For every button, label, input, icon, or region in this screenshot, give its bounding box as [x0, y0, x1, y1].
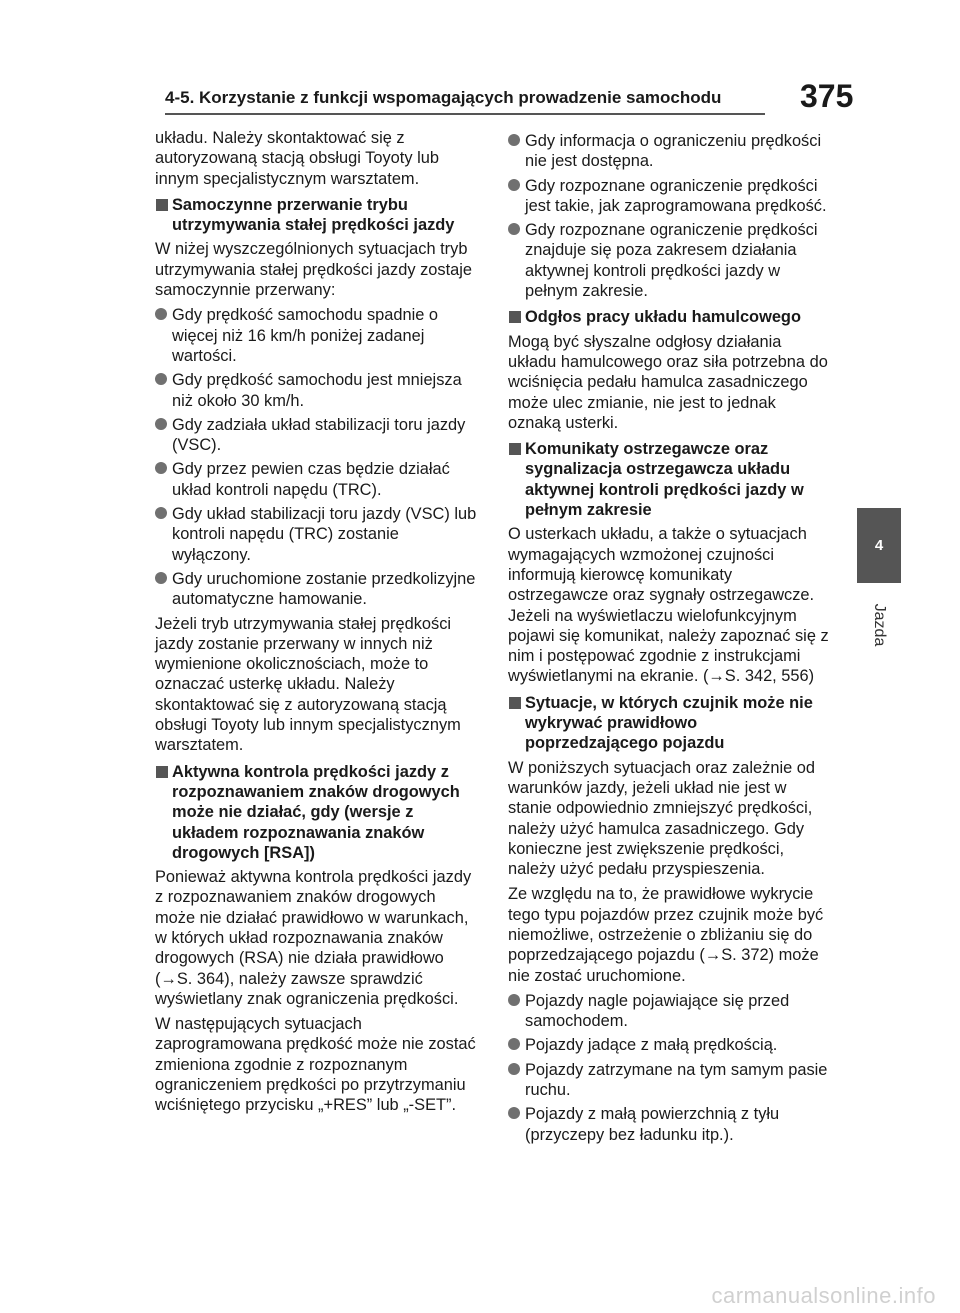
bullet-item [508, 1060, 833, 1101]
chapter-tab[interactable]: 4 [857, 508, 901, 583]
bullet-dot-icon [155, 462, 167, 474]
paragraph: O usterkach układu, a także o sytuacjach wymagających wzmożonej czujności informują kierowcę komunikaty ostrzegawcze oraz sygnały ostrzegawcze. Jeżeli na wyświetlaczu wielofunkcyjnym pojawi się komunikat, należy zapoznać się z nim i postępować zgodnie z instrukcjami wyświetlanymi na ekranie. (→S. 342, 556) [508, 525, 829, 686]
bullet-dot-icon [155, 373, 167, 385]
bullet-text: Pojazdy zatrzymane na tym samym pasie ruchu. [525, 1060, 828, 1100]
header-rule [165, 113, 765, 115]
bullet-dot-icon [508, 134, 520, 146]
section-heading-text: Samoczynne przerwanie trybu utrzymywania stałej prędkości jazdy [172, 195, 455, 235]
bullet-dot-icon [508, 179, 520, 191]
right-column [508, 128, 833, 1149]
left-column [155, 128, 480, 1121]
bullet-dot-icon [155, 308, 167, 320]
chapter-label: Jazda [871, 603, 888, 647]
footer-watermark: carmanualsonline.info [711, 1283, 936, 1308]
bullet-text: Gdy uruchomione zostanie przedkolizyjne automatyczne hamowanie. [172, 569, 476, 609]
bullet-item [508, 131, 833, 172]
bullet-dot-icon [508, 223, 520, 235]
page-header [0, 78, 960, 118]
bullet-item [155, 459, 480, 500]
paragraph: W niżej wyszczególnionych sytuacjach tryb utrzymywania stałej prędkości jazdy zostaje samoczynnie przerwany: [155, 240, 473, 300]
bullet-text: Gdy rozpoznane ograniczenie prędkości jest takie, jak zaprogramowana prędkość. [525, 176, 827, 215]
section-square-icon [156, 199, 168, 211]
bullet-item [508, 1035, 833, 1055]
bullet-dot-icon [155, 507, 167, 519]
section-heading-text: Odgłos pracy układu hamulcowego [525, 308, 801, 327]
bullet-text: Gdy zadziała układ stabilizacji toru jazdy (VSC). [172, 415, 466, 455]
bullet-text: Gdy informacja o ograniczeniu prędkości nie jest dostępna. [525, 132, 822, 171]
bullet-dot-icon [508, 994, 520, 1006]
bullet-text: Pojazdy nagle pojawiające się przed samochodem. [525, 991, 790, 1031]
bullet-item [508, 220, 833, 301]
section-heading-text: Sytuacje, w których czujnik może nie wykrywać prawidłowo poprzedzającego pojazdu [525, 693, 813, 753]
page-number: 375 [800, 78, 854, 114]
paragraph: Mogą być słyszalne odgłosy działania układu hamulcowego oraz siła potrzebna do wciśnięcia pedału hamulca zasadniczego może ulec zmianie, nie jest to jednak oznaką usterki. [508, 332, 828, 432]
section-square-icon [509, 311, 521, 323]
section-heading-text: Komunikaty ostrzegawcze oraz sygnalizacja ostrzegawcza układu aktywnej kontroli prędkości jazdy w pełnym zakresie [525, 440, 804, 520]
header-title: 4-5. Korzystanie z funkcji wspomagających prowadzenie samochodu [165, 88, 722, 107]
bullet-item [155, 370, 480, 411]
bullet-dot-icon [508, 1063, 520, 1075]
section-heading [508, 307, 833, 327]
bullet-text: Gdy układ stabilizacji toru jazdy (VSC) lub kontroli napędu (TRC) zostanie wyłączony. [172, 505, 477, 564]
paragraph: Ponieważ aktywna kontrola prędkości jazdy z rozpoznawaniem znaków drogowych może nie działać prawidłowo w warunkach, w których układ rozpoznawania znaków drogowych (RSA) nie działa prawidłowo (→S. 364), należy zawsze sprawdzić wyświetlany znak ograniczenia prędkości. [155, 868, 472, 1008]
bullet-text: Pojazdy jadące z małą prędkością. [525, 1036, 778, 1055]
bullet-dot-icon [508, 1038, 520, 1050]
bullet-item [155, 415, 480, 456]
bullet-item [155, 305, 480, 366]
bullet-dot-icon [508, 1107, 520, 1119]
bullet-text: Gdy prędkość samochodu spadnie o więcej niż 16 km/h poniżej zadanej wartości. [172, 306, 439, 365]
bullet-text: Pojazdy z małą powierzchnią z tyłu (przyczepy bez ładunku itp.). [525, 1105, 780, 1144]
paragraph: układu. Należy skontaktować się z autoryzowaną stacją obsługi Toyoty lub innym specjalistycznym warsztatem. [155, 129, 439, 188]
section-heading-text: Aktywna kontrola prędkości jazdy z rozpoznawaniem znaków drogowych może nie działać, gdy (wersje z układem rozpoznawania znaków drogowych [RSA]) [172, 762, 460, 862]
bullet-item [508, 1104, 833, 1145]
bullet-text: Gdy przez pewien czas będzie działać układ kontroli napędu (TRC). [172, 460, 450, 499]
section-square-icon [509, 443, 521, 455]
section-square-icon [156, 766, 168, 778]
paragraph: Ze względu na to, że prawidłowe wykrycie tego typu pojazdów przez czujnik może być niemożliwe, ostrzeżenie o zbliżaniu się do poprzedzającego pojazdu (→S. 372) może nie zostać uruchomione. [508, 885, 824, 985]
bullet-item [508, 176, 833, 217]
bullet-dot-icon [155, 572, 167, 584]
section-heading [508, 693, 833, 754]
bullet-item [155, 504, 480, 565]
bullet-text: Gdy prędkość samochodu jest mniejsza niż około 30 km/h. [172, 371, 462, 410]
section-heading [155, 762, 480, 863]
section-square-icon [509, 697, 521, 709]
bullet-text: Gdy rozpoznane ograniczenie prędkości znajduje się poza zakresem działania aktywnej kontroli prędkości jazdy w pełnym zakresie. [525, 221, 818, 301]
bullet-dot-icon [155, 418, 167, 430]
paragraph: W następujących sytuacjach zaprogramowana prędkość może nie zostać zmieniona zgodnie z rozpoznanym ograniczeniem prędkości po przytrzymaniu wciśniętego przycisku „+RES” lub „-SET”. [155, 1015, 476, 1115]
paragraph: Jeżeli tryb utrzymywania stałej prędkości jazdy zostanie przerwany w innych niż wymienione okolicznościach, może to oznaczać usterkę układu. Należy skontaktować się z autoryzowaną stacją obsługi Toyoty lub innym specjalistycznym warsztatem. [155, 614, 461, 755]
paragraph: W poniższych sytuacjach oraz zależnie od warunków jazdy, jeżeli układ nie jest w stanie odpowiednio zmniejszyć prędkości, należy użyć hamulca zasadniczego. Gdy konieczne jest zwiększenie prędkości, należy użyć pedału przyspieszenia. [508, 758, 816, 879]
section-heading [508, 439, 833, 520]
section-heading [155, 195, 480, 236]
bullet-item [155, 569, 480, 610]
bullet-item [508, 991, 833, 1032]
